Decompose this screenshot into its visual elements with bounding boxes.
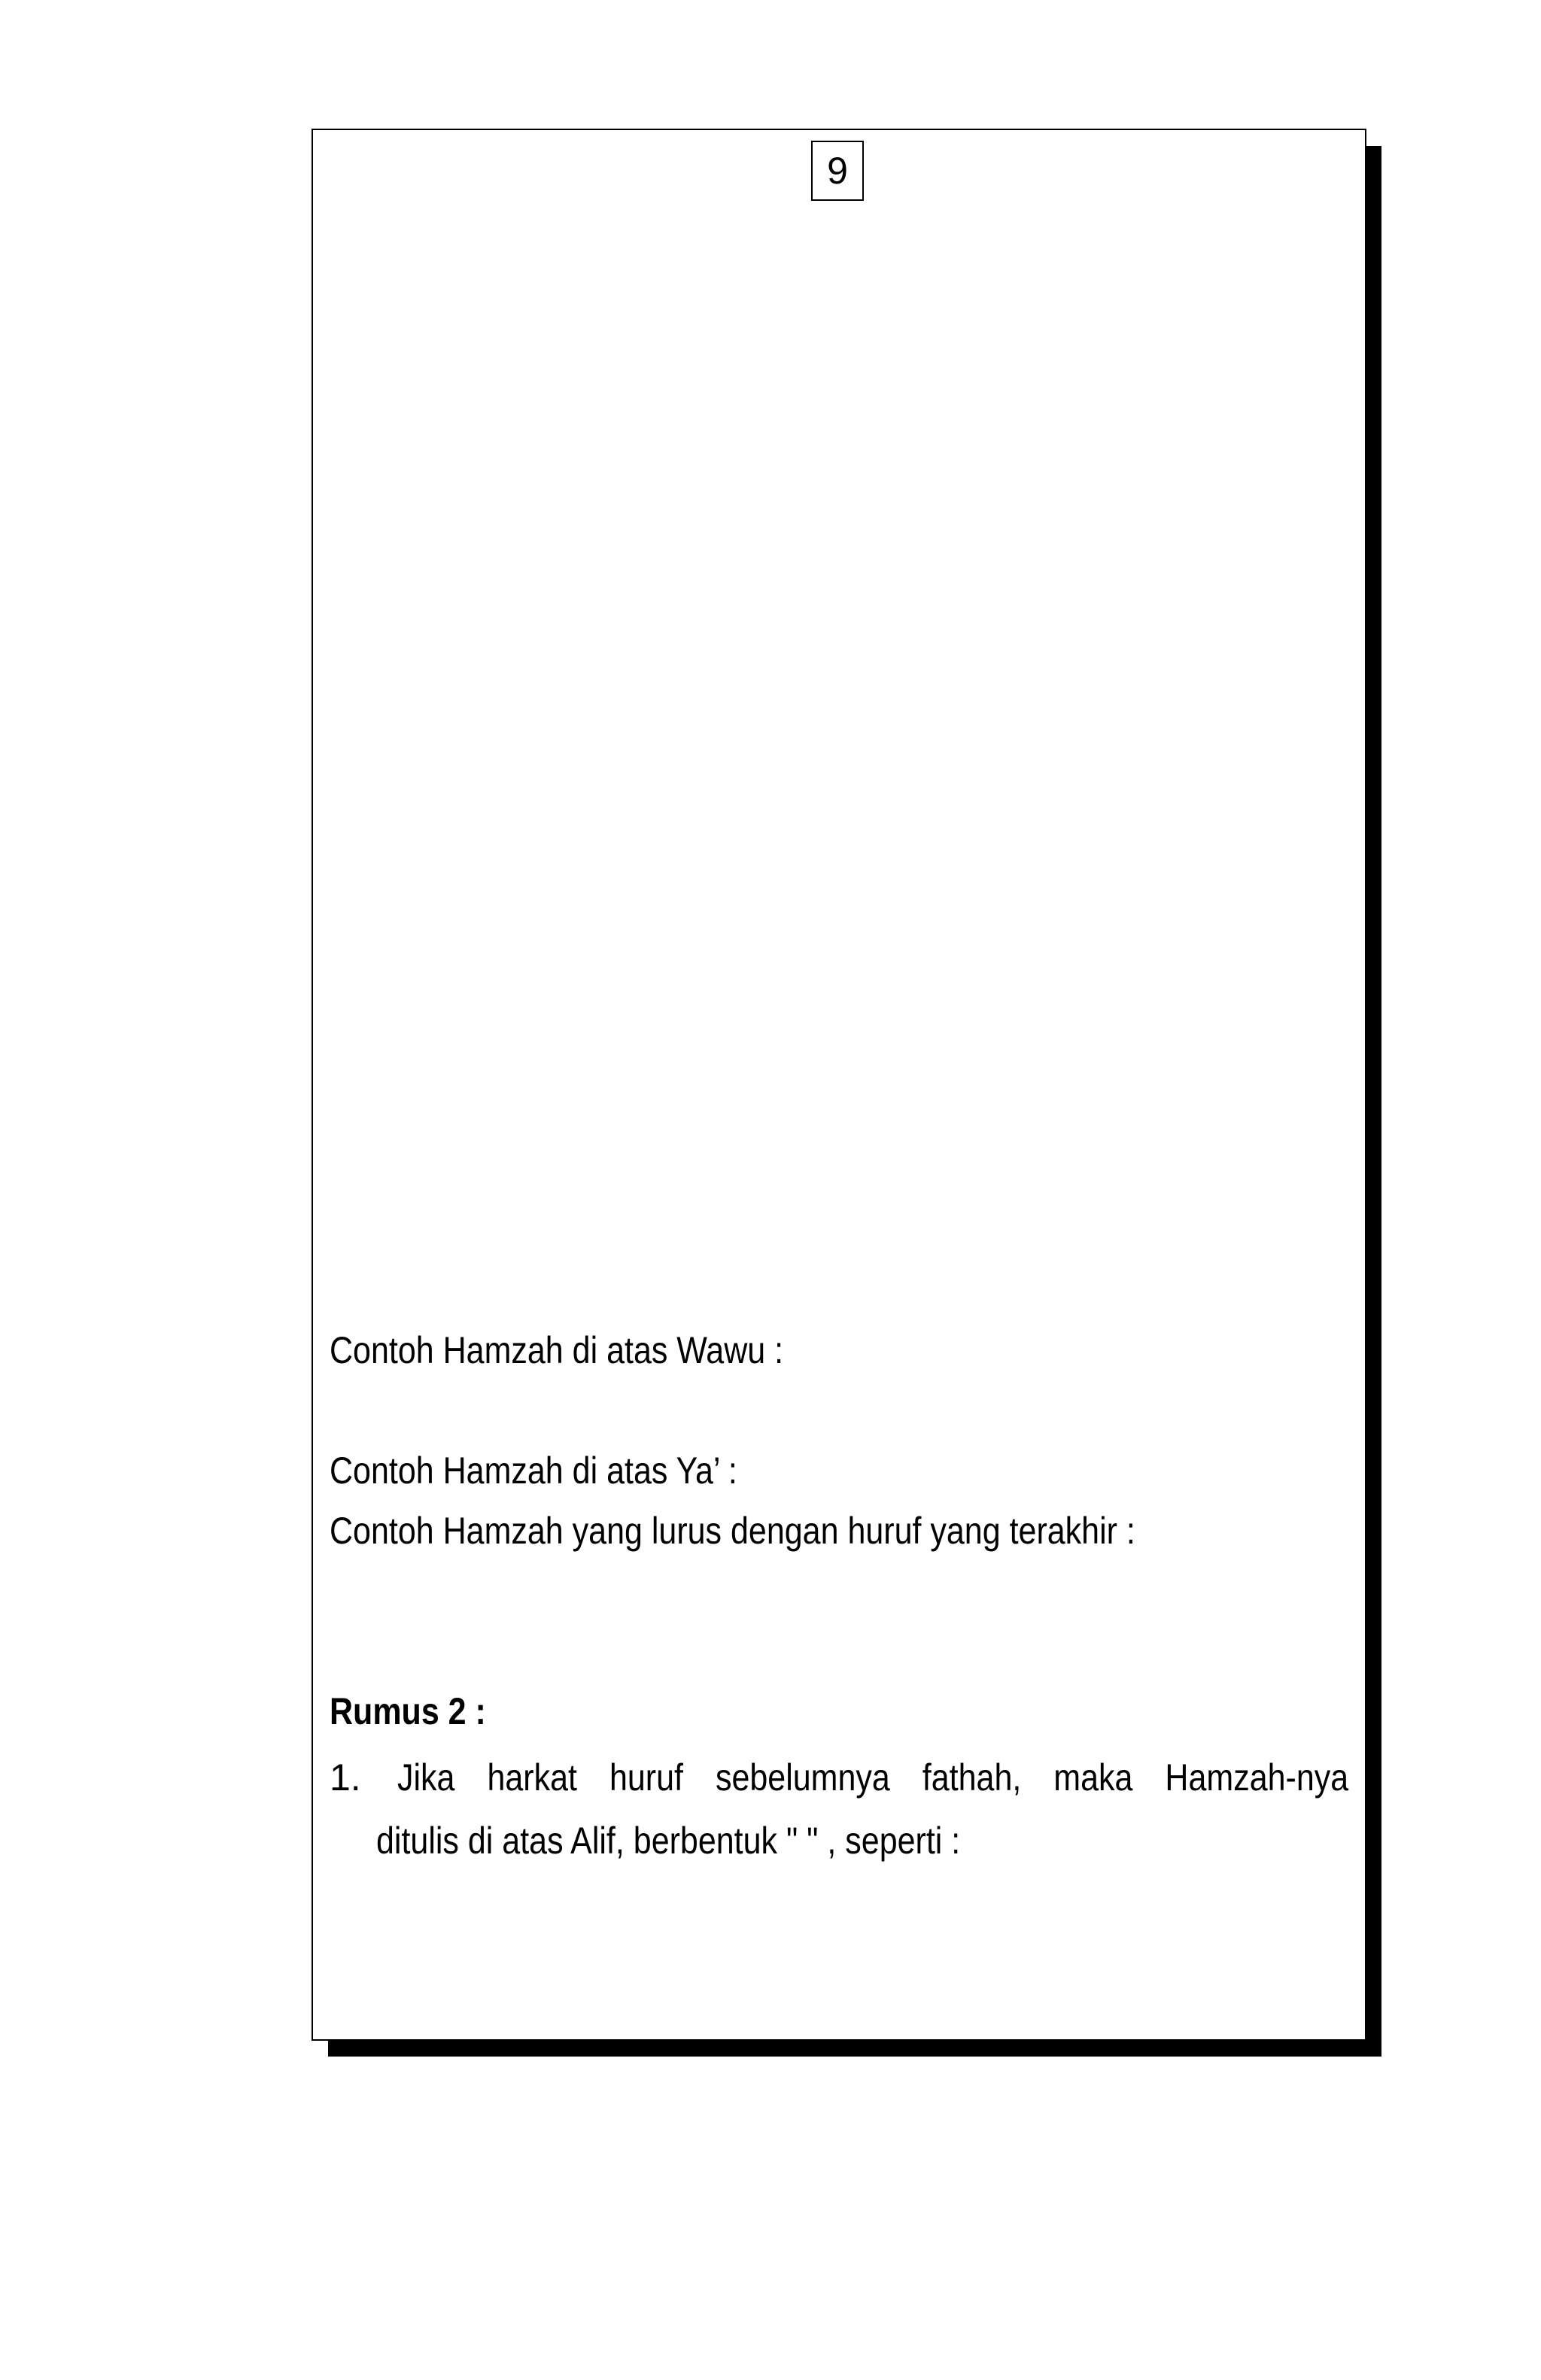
rule-item-word: huruf bbox=[609, 1756, 683, 1799]
rule-item-line-2: ditulis di atas Alif, berbentuk " " , seperti : bbox=[376, 1820, 961, 1862]
example-straight: Contoh Hamzah yang lurus dengan huruf yang terakhir : bbox=[330, 1510, 1135, 1552]
rule-item-word: maka bbox=[1053, 1756, 1133, 1799]
rule-item-word: sebelumnya bbox=[715, 1756, 890, 1799]
page-number: 9 bbox=[811, 141, 864, 201]
example-ya: Contoh Hamzah di atas Ya’ : bbox=[330, 1450, 737, 1492]
rule-heading: Rumus 2 : bbox=[330, 1690, 486, 1732]
document-page bbox=[312, 129, 1366, 2041]
rule-item-word: Jika bbox=[397, 1756, 455, 1799]
rule-item-word: Hamzah-nya bbox=[1165, 1756, 1349, 1799]
rule-item-1 bbox=[330, 1746, 1349, 1872]
rule-item-word: fathah, bbox=[922, 1756, 1022, 1799]
rule-item-line-1 bbox=[397, 1746, 1348, 1809]
rule-item-number: 1. bbox=[330, 1756, 361, 1799]
rule-item-word: harkat bbox=[487, 1756, 577, 1799]
example-wawu: Contoh Hamzah di atas Wawu : bbox=[330, 1329, 784, 1371]
